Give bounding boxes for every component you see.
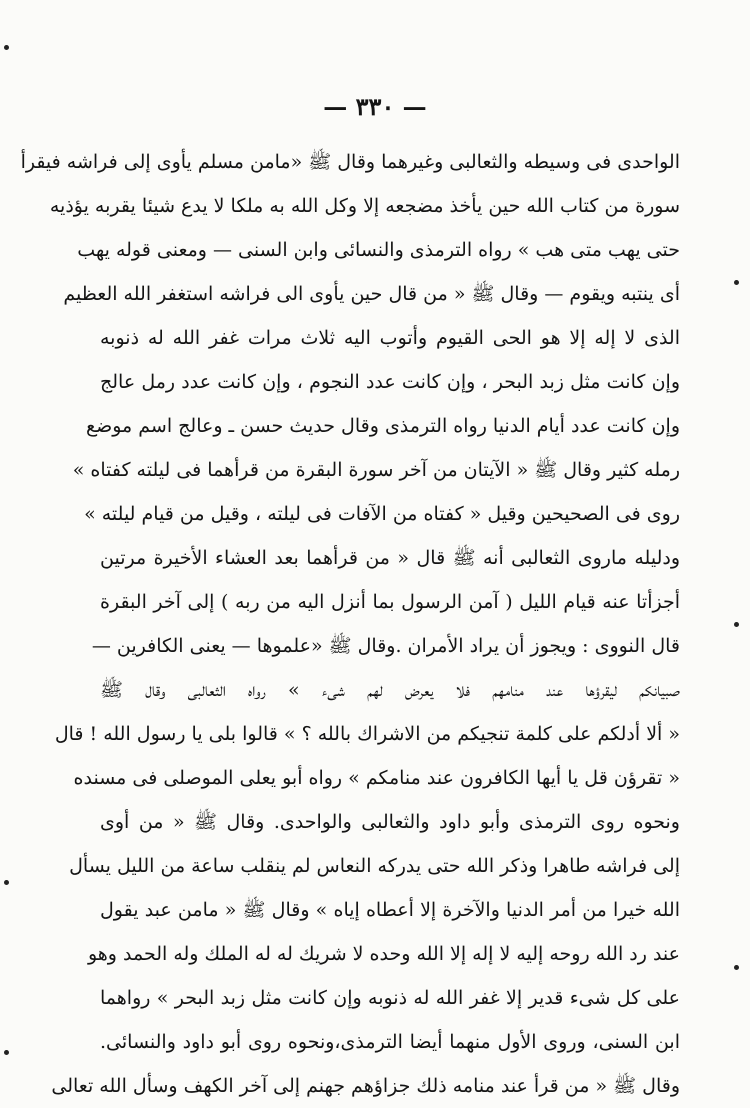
text-line: صبيانكم ليقرؤها عند منامهم فلا يعرض لهم شىء » رواه الثعالبى وقال ﷺ: [100, 679, 680, 701]
text-line: أى ينتبه ويقوم — وقال ﷺ « من قال حين يأوى الى فراشه استغفر الله العظيم: [63, 283, 680, 305]
text-line: إلى فراشه طاهرا وذكر الله حتى يدركه النعاس لم ينقلب ساعة من الليل يسأل: [69, 855, 680, 877]
text-line: رمله كثير وقال ﷺ « الآيتان من آخر سورة البقرة من قرأهما فى ليلته كفتاه »: [72, 459, 680, 481]
text-line: قال النووى : ويجوز أن يراد الأمران .وقال ﷺ «علموها — يعنى الكافرين —: [91, 635, 680, 657]
page-number: — ٣٣٠ —: [323, 92, 427, 121]
margin-mark: [734, 280, 739, 285]
page-text: [20, 140, 680, 1108]
text-line: الواحدى فى وسيطه والثعالبى وغيرهما وقال ﷺ «مامن مسلم يأوى إلى فراشه فيقرأ: [20, 151, 680, 173]
text-line: عند رد الله روحه إليه لا إله إلا الله وحده لا شريك له له الملك وله الحمد وهو: [87, 943, 680, 965]
text-line: « ألا أدلكم على كلمة تنجيكم من الاشراك بالله ؟ » قالوا بلى يا رسول الله ! قال: [54, 723, 680, 745]
margin-mark: [4, 45, 9, 50]
text-line: سورة من كتاب الله حين يأخذ مضجعه إلا وكل الله به ملكا لا يدع شيئا يقربه يؤذيه: [49, 195, 680, 217]
text-line: على كل شىء قدير إلا غفر الله له ذنوبه وإن كانت مثل زبد البحر » رواهما: [100, 987, 680, 1009]
margin-mark: [4, 880, 9, 885]
text-line: الله خيرا من أمر الدنيا والآخرة إلا أعطاه إياه » وقال ﷺ « مامن عبد يقول: [100, 899, 680, 921]
margin-mark: [734, 965, 739, 970]
text-line: حتى يهب متى هب » رواه الترمذى والنسائى وابن السنى — ومعنى قوله يهب: [77, 239, 680, 261]
text-line: ودليله ماروى الثعالبى أنه ﷺ قال « من قرأهما بعد العشاء الأخيرة مرتين: [100, 547, 680, 569]
margin-mark: [4, 1050, 9, 1055]
text-line: الذى لا إله إلا هو الحى القيوم وأتوب اليه ثلاث مرات غفر الله له ذنوبه: [100, 327, 680, 349]
margin-mark: [734, 622, 739, 627]
text-line: أجزأتا عنه قيام الليل ( آمن الرسول بما أنزل اليه من ربه ) إلى آخر البقرة: [100, 591, 680, 613]
text-line: ابن السنى، وروى الأول منهما أيضا الترمذى،ونحوه روى أبو داود والنسائى.: [100, 1031, 680, 1053]
text-line: روى فى الصحيحين وقيل « كفتاه من الآفات فى ليلته ، وقيل من قيام ليلته »: [84, 503, 680, 525]
text-line: وإن كانت مثل زبد البحر ، وإن كانت عدد النجوم ، وإن كانت عدد رمل عالج: [100, 371, 680, 393]
text-line: ونحوه روى الترمذى وأبو داود والثعالبى والواحدى. وقال ﷺ « من أوى: [100, 811, 680, 833]
text-line: وقال ﷺ « من قرأ عند منامه ذلك جزاؤهم جهنم إلى آخر الكهف وسأل الله تعالى: [51, 1075, 680, 1097]
text-line: وإن كانت عدد أيام الدنيا رواه الترمذى وقال حديث حسن ـ وعالج اسم موضع: [85, 415, 680, 437]
text-line: « تقرؤن قل يا أيها الكافرون عند منامكم » رواه أبو يعلى الموصلى فى مسنده: [73, 767, 680, 789]
